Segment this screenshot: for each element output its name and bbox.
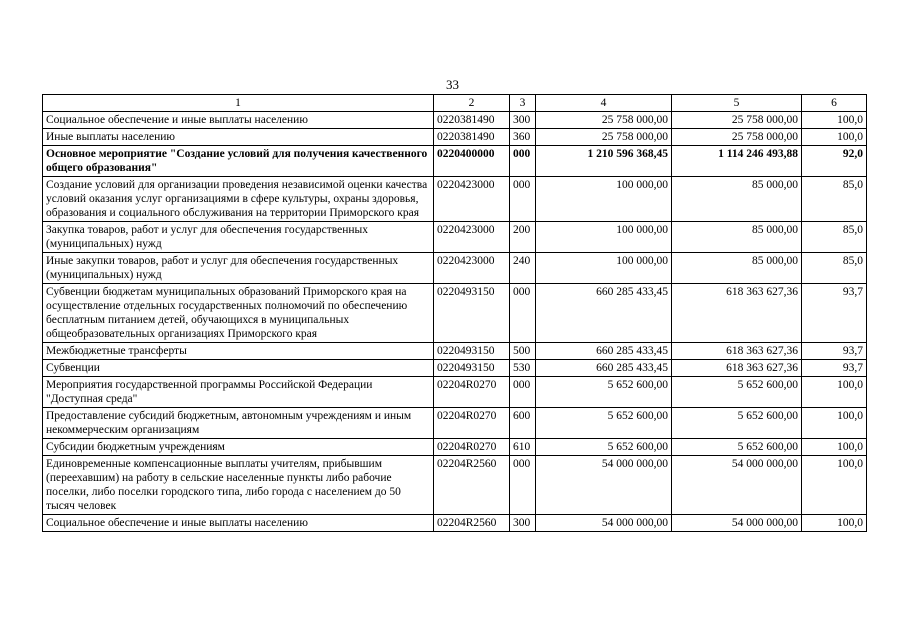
row-name-cell: Субвенции bbox=[43, 360, 434, 377]
row-name-cell: Единовременные компенсационные выплаты учителям, прибывшим (переехавшим) на работу в сельские населенные пункты либо рабочие поселки, либо поселки городского типа, либо города с населением до 50 тысяч человек bbox=[43, 456, 434, 515]
row-execution-percent-cell: 85,0 bbox=[802, 222, 867, 253]
row-planned-amount-cell: 100 000,00 bbox=[536, 177, 672, 222]
row-execution-percent-cell: 100,0 bbox=[802, 112, 867, 129]
row-execution-percent-cell: 85,0 bbox=[802, 253, 867, 284]
row-executed-amount-cell: 85 000,00 bbox=[672, 253, 802, 284]
row-name-cell: Субсидии бюджетным учреждениям bbox=[43, 439, 434, 456]
table-row bbox=[43, 129, 867, 146]
row-expense-type-cell: 600 bbox=[510, 408, 536, 439]
row-executed-amount-cell: 5 652 600,00 bbox=[672, 377, 802, 408]
row-executed-amount-cell: 85 000,00 bbox=[672, 222, 802, 253]
table-row bbox=[43, 253, 867, 284]
row-expense-type-cell: 000 bbox=[510, 377, 536, 408]
row-code-cell: 0220423000 bbox=[434, 177, 510, 222]
row-code-cell: 02204R0270 bbox=[434, 408, 510, 439]
row-expense-type-cell: 300 bbox=[510, 515, 536, 532]
row-executed-amount-cell: 25 758 000,00 bbox=[672, 129, 802, 146]
row-expense-type-cell: 530 bbox=[510, 360, 536, 377]
row-executed-amount-cell: 85 000,00 bbox=[672, 177, 802, 222]
row-expense-type-cell: 200 bbox=[510, 222, 536, 253]
row-name-cell: Предоставление субсидий бюджетным, автономным учреждениям и иным некоммерческим организациям bbox=[43, 408, 434, 439]
column-header-5: 5 bbox=[672, 95, 802, 112]
table-row bbox=[43, 222, 867, 253]
table-row bbox=[43, 439, 867, 456]
row-code-cell: 0220381490 bbox=[434, 129, 510, 146]
column-header-1: 1 bbox=[43, 95, 434, 112]
row-executed-amount-cell: 618 363 627,36 bbox=[672, 360, 802, 377]
row-planned-amount-cell: 660 285 433,45 bbox=[536, 360, 672, 377]
table-row bbox=[43, 408, 867, 439]
row-execution-percent-cell: 100,0 bbox=[802, 515, 867, 532]
row-expense-type-cell: 000 bbox=[510, 146, 536, 177]
table-row bbox=[43, 360, 867, 377]
row-execution-percent-cell: 93,7 bbox=[802, 284, 867, 343]
row-name-cell: Субвенции бюджетам муниципальных образований Приморского края на осуществление отдельных государственных полномочий по обеспечению бесплатным питанием детей, обучающихся в муниципальных общеобразовательных организациях Приморского края bbox=[43, 284, 434, 343]
row-name-cell: Закупка товаров, работ и услуг для обеспечения государственных (муниципальных) нужд bbox=[43, 222, 434, 253]
row-executed-amount-cell: 1 114 246 493,88 bbox=[672, 146, 802, 177]
row-code-cell: 0220493150 bbox=[434, 284, 510, 343]
row-code-cell: 02204R2560 bbox=[434, 515, 510, 532]
row-name-cell: Социальное обеспечение и иные выплаты населению bbox=[43, 112, 434, 129]
row-planned-amount-cell: 1 210 596 368,45 bbox=[536, 146, 672, 177]
row-planned-amount-cell: 25 758 000,00 bbox=[536, 129, 672, 146]
column-header-6: 6 bbox=[802, 95, 867, 112]
row-planned-amount-cell: 5 652 600,00 bbox=[536, 439, 672, 456]
row-execution-percent-cell: 100,0 bbox=[802, 377, 867, 408]
table-row bbox=[43, 343, 867, 360]
table-row bbox=[43, 456, 867, 515]
row-expense-type-cell: 500 bbox=[510, 343, 536, 360]
column-number-row bbox=[43, 95, 867, 112]
row-code-cell: 0220423000 bbox=[434, 253, 510, 284]
row-executed-amount-cell: 618 363 627,36 bbox=[672, 284, 802, 343]
table-row bbox=[43, 112, 867, 129]
row-code-cell: 02204R0270 bbox=[434, 377, 510, 408]
row-code-cell: 0220493150 bbox=[434, 343, 510, 360]
table-row bbox=[43, 284, 867, 343]
budget-execution-table bbox=[42, 94, 867, 532]
row-planned-amount-cell: 660 285 433,45 bbox=[536, 284, 672, 343]
row-name-cell: Мероприятия государственной программы Российской Федерации "Доступная среда" bbox=[43, 377, 434, 408]
row-code-cell: 0220493150 bbox=[434, 360, 510, 377]
row-name-cell: Межбюджетные трансферты bbox=[43, 343, 434, 360]
row-name-cell: Иные выплаты населению bbox=[43, 129, 434, 146]
row-expense-type-cell: 000 bbox=[510, 284, 536, 343]
row-planned-amount-cell: 54 000 000,00 bbox=[536, 515, 672, 532]
row-planned-amount-cell: 5 652 600,00 bbox=[536, 377, 672, 408]
row-executed-amount-cell: 5 652 600,00 bbox=[672, 408, 802, 439]
table-row bbox=[43, 377, 867, 408]
row-expense-type-cell: 000 bbox=[510, 456, 536, 515]
row-expense-type-cell: 360 bbox=[510, 129, 536, 146]
table-row bbox=[43, 515, 867, 532]
row-execution-percent-cell: 100,0 bbox=[802, 439, 867, 456]
row-executed-amount-cell: 618 363 627,36 bbox=[672, 343, 802, 360]
row-code-cell: 0220423000 bbox=[434, 222, 510, 253]
row-executed-amount-cell: 5 652 600,00 bbox=[672, 439, 802, 456]
row-planned-amount-cell: 5 652 600,00 bbox=[536, 408, 672, 439]
row-executed-amount-cell: 25 758 000,00 bbox=[672, 112, 802, 129]
page-number: 33 bbox=[446, 77, 459, 92]
row-expense-type-cell: 000 bbox=[510, 177, 536, 222]
row-planned-amount-cell: 100 000,00 bbox=[536, 222, 672, 253]
row-execution-percent-cell: 100,0 bbox=[802, 408, 867, 439]
row-name-cell: Иные закупки товаров, работ и услуг для обеспечения государственных (муниципальных) нужд bbox=[43, 253, 434, 284]
row-planned-amount-cell: 660 285 433,45 bbox=[536, 343, 672, 360]
column-header-3: 3 bbox=[510, 95, 536, 112]
row-execution-percent-cell: 100,0 bbox=[802, 129, 867, 146]
row-executed-amount-cell: 54 000 000,00 bbox=[672, 515, 802, 532]
row-name-cell: Создание условий для организации проведения независимой оценки качества условий оказания услуг организациями в сфере культуры, охраны здоровья, образования и социального обслуживания на территории Приморского края bbox=[43, 177, 434, 222]
column-header-2: 2 bbox=[434, 95, 510, 112]
row-name-cell: Социальное обеспечение и иные выплаты населению bbox=[43, 515, 434, 532]
row-planned-amount-cell: 54 000 000,00 bbox=[536, 456, 672, 515]
row-executed-amount-cell: 54 000 000,00 bbox=[672, 456, 802, 515]
row-execution-percent-cell: 85,0 bbox=[802, 177, 867, 222]
row-planned-amount-cell: 25 758 000,00 bbox=[536, 112, 672, 129]
row-execution-percent-cell: 92,0 bbox=[802, 146, 867, 177]
row-expense-type-cell: 240 bbox=[510, 253, 536, 284]
table-row bbox=[43, 146, 867, 177]
column-header-4: 4 bbox=[536, 95, 672, 112]
row-expense-type-cell: 300 bbox=[510, 112, 536, 129]
row-execution-percent-cell: 93,7 bbox=[802, 343, 867, 360]
row-expense-type-cell: 610 bbox=[510, 439, 536, 456]
row-execution-percent-cell: 100,0 bbox=[802, 456, 867, 515]
row-code-cell: 02204R2560 bbox=[434, 456, 510, 515]
row-execution-percent-cell: 93,7 bbox=[802, 360, 867, 377]
table-row bbox=[43, 177, 867, 222]
row-name-cell: Основное мероприятие "Создание условий для получения качественного общего образования" bbox=[43, 146, 434, 177]
row-code-cell: 02204R0270 bbox=[434, 439, 510, 456]
row-code-cell: 0220400000 bbox=[434, 146, 510, 177]
row-planned-amount-cell: 100 000,00 bbox=[536, 253, 672, 284]
row-code-cell: 0220381490 bbox=[434, 112, 510, 129]
